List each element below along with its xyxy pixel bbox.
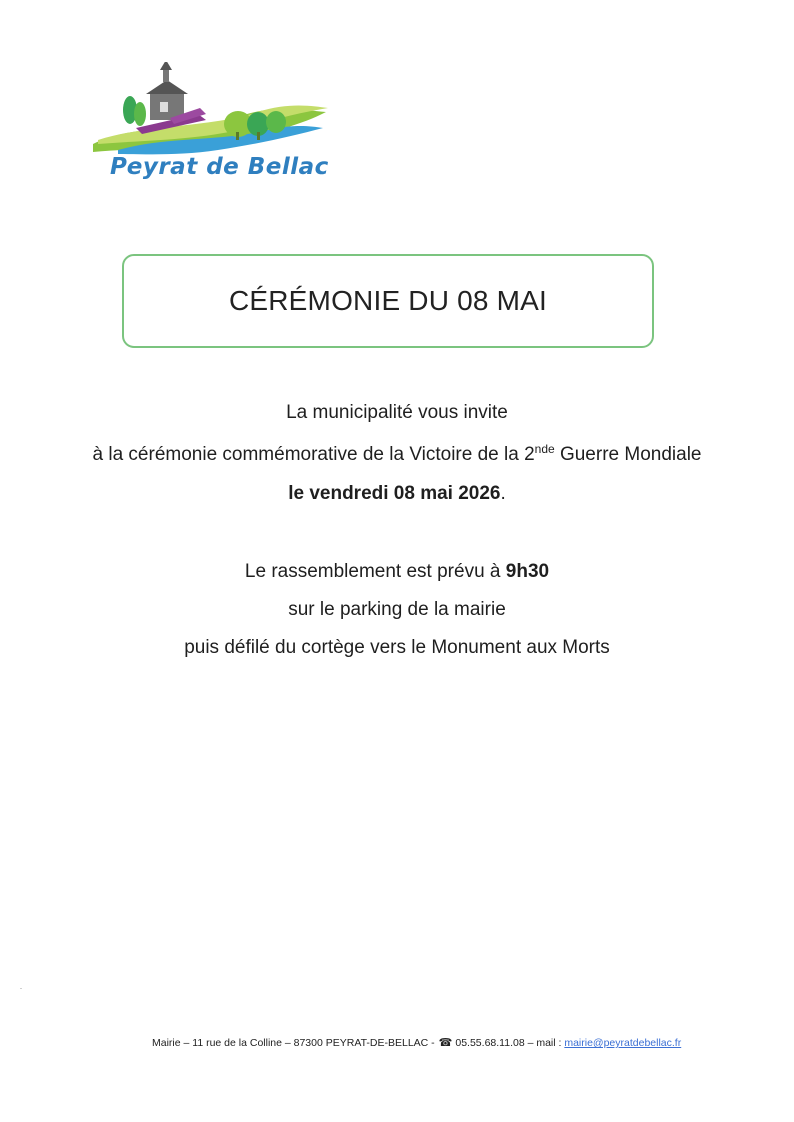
event-date-period: . [500, 483, 506, 504]
logo [88, 62, 333, 192]
gathering-line-1 [0, 561, 794, 583]
logo-wordmark: Peyrat de Bellac [110, 154, 329, 180]
footer-phone: 05.55.68.11.08 – mail : [455, 1037, 562, 1049]
event-date-line [0, 483, 794, 505]
gathering-place: sur le parking de la mairie [288, 599, 506, 620]
invitation-text-2b: Guerre Mondiale [554, 444, 702, 465]
event-date: le vendredi 08 mai 2026 [288, 483, 501, 504]
gathering-line-3 [0, 637, 794, 659]
ordinal-superscript: nde [534, 442, 555, 456]
gathering-text-1: Le rassemblement est prévu à [244, 561, 506, 582]
page-title: CÉRÉMONIE DU 08 MAI [228, 285, 548, 316]
gathering-line-2 [0, 599, 794, 621]
footer-address: Mairie – 11 rue de la Colline – 87300 PEYRAT-DE-BELLAC - [152, 1037, 435, 1049]
invitation-text-2a: à la cérémonie commémorative de la Victoire de la 2 [92, 444, 535, 465]
invitation-line-1 [0, 402, 794, 424]
village-logo-image [88, 62, 333, 157]
title-box [122, 254, 654, 348]
footer [152, 1036, 712, 1049]
gathering-time: 9h30 [505, 561, 550, 582]
parade-route: puis défilé du cortège vers le Monument aux Morts [184, 637, 610, 658]
telephone-icon: ☎ [438, 1037, 453, 1049]
invitation-text-1: La municipalité vous invite [286, 402, 508, 423]
scan-speck [20, 988, 22, 989]
invitation-line-2 [0, 444, 794, 466]
email-link[interactable]: mairie@peyratdebellac.fr [564, 1037, 682, 1049]
